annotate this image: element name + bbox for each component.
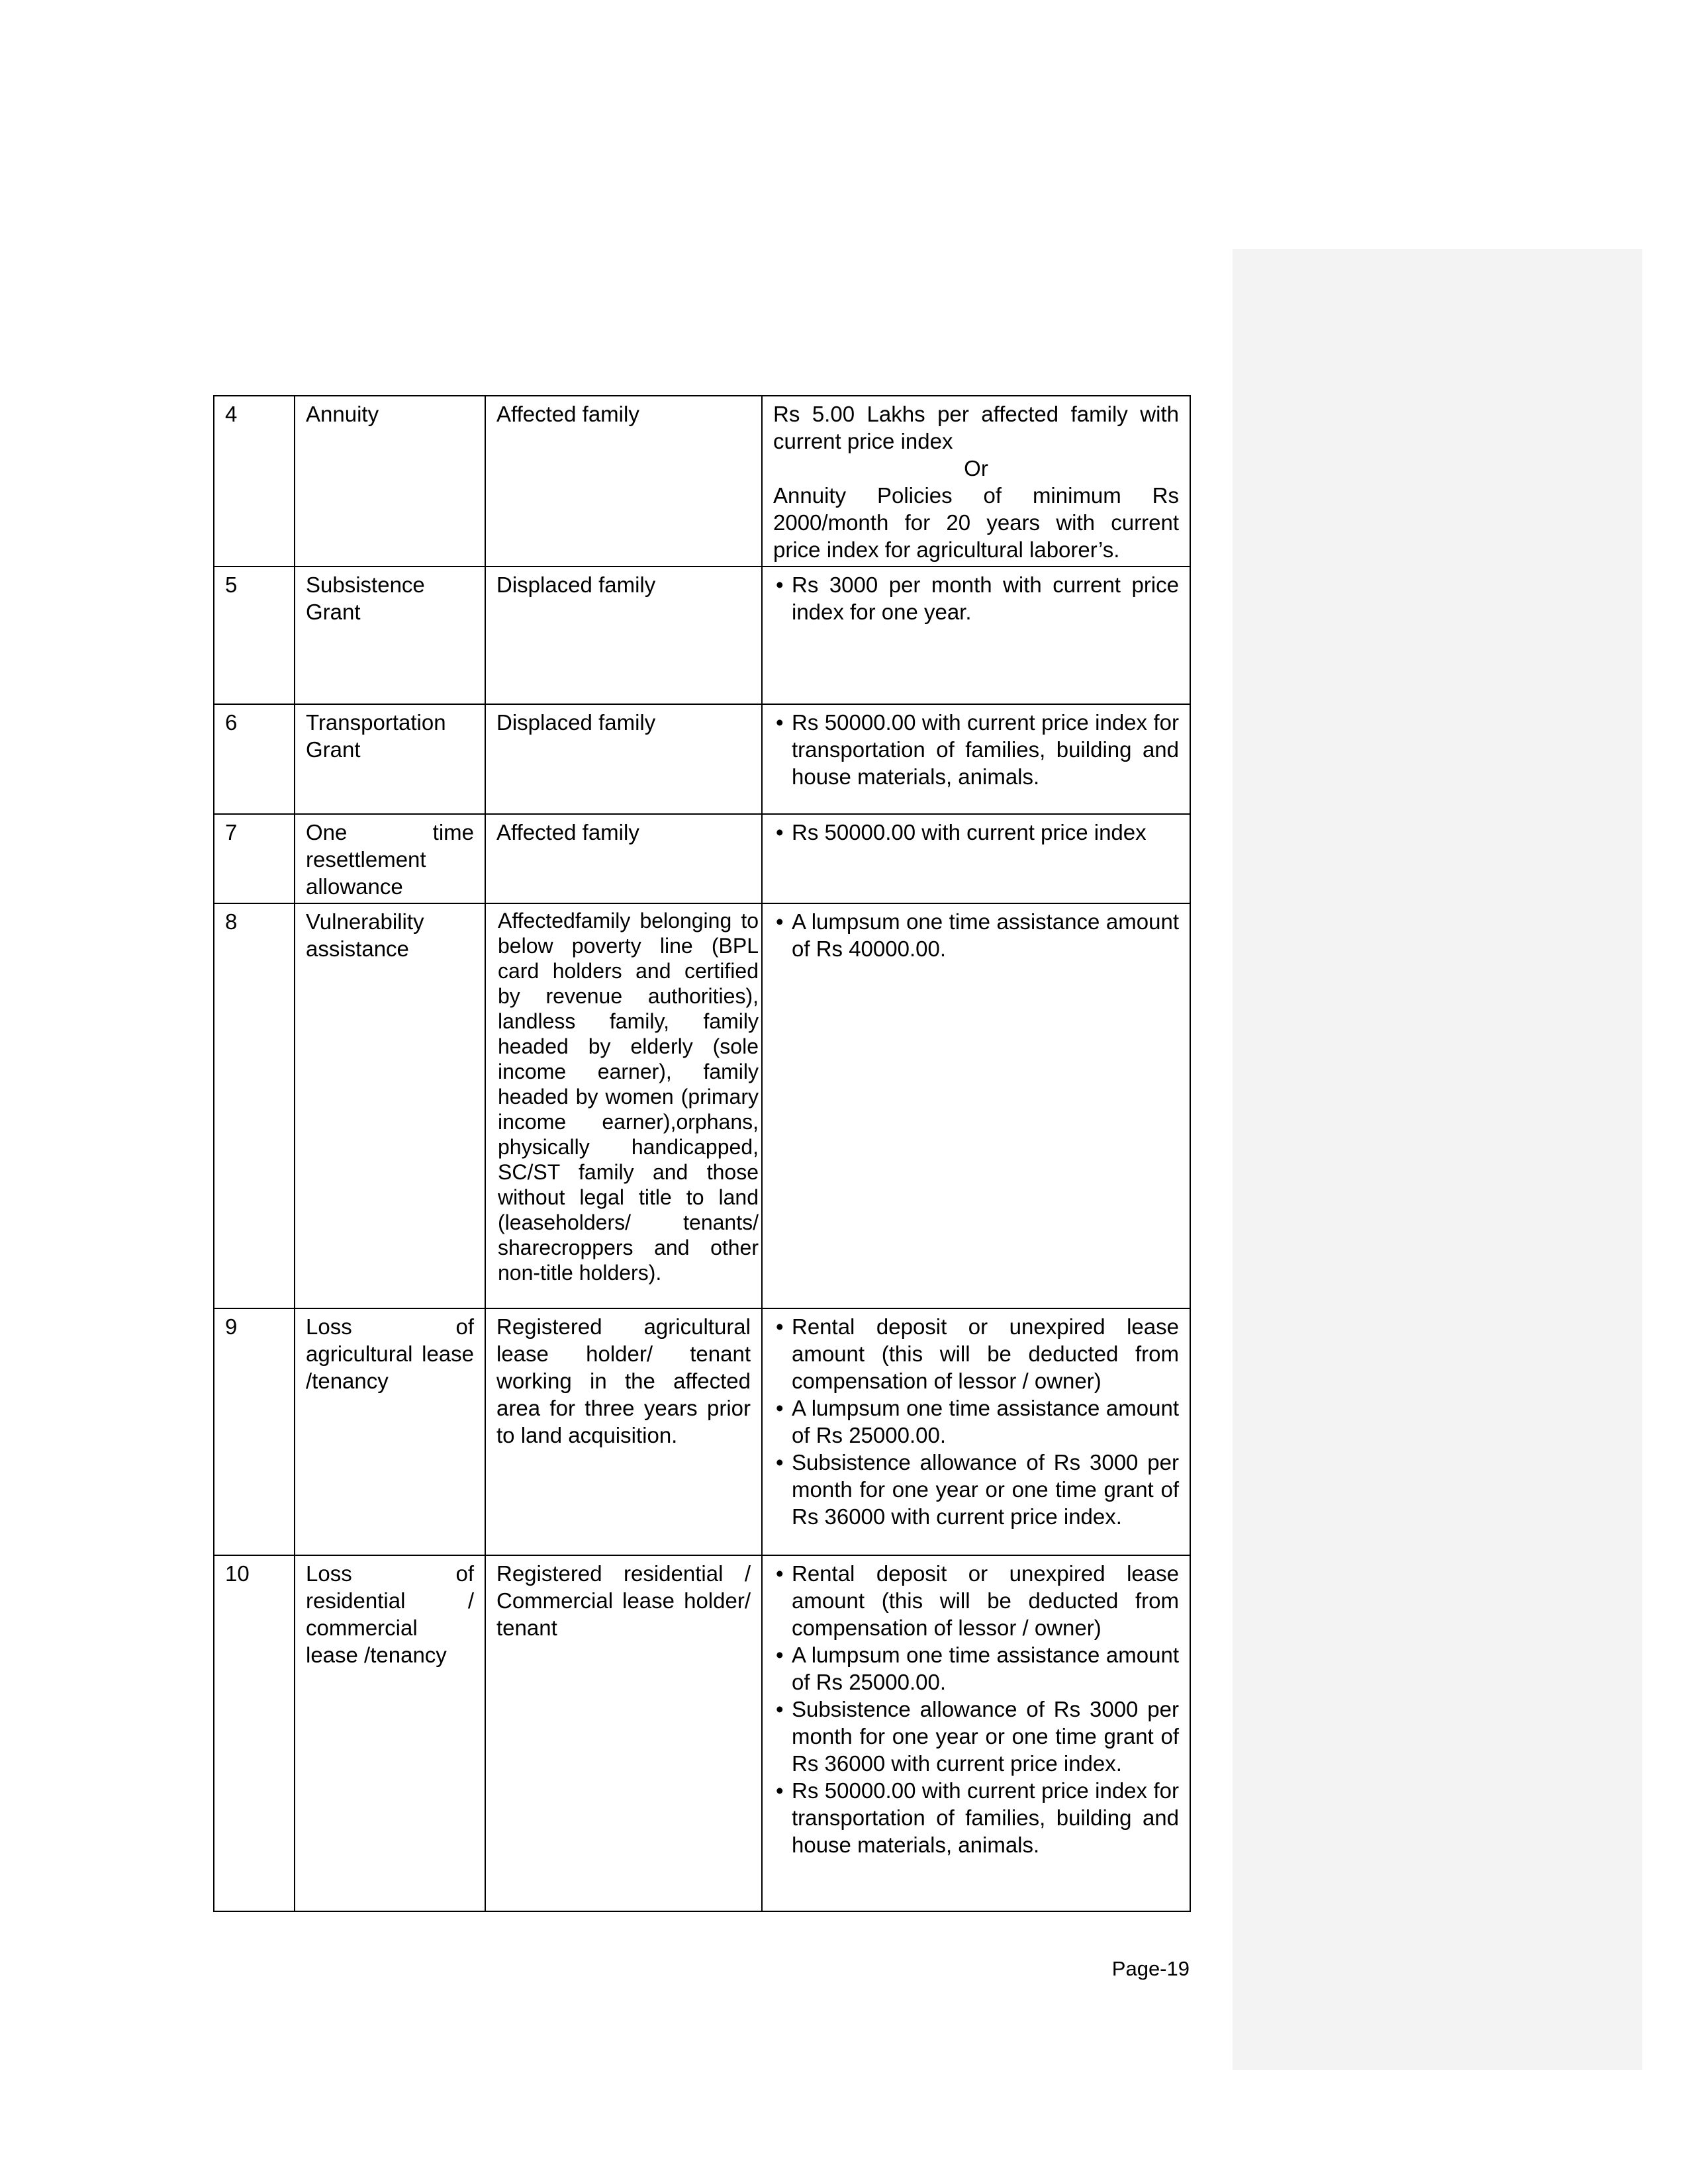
row-number: 8 — [214, 903, 295, 1308]
entitlement-or: Or — [964, 456, 988, 480]
item-name: Transportation Grant — [295, 704, 485, 814]
eligible-person: Registered residential / Commercial lease holder/ tenant — [485, 1555, 762, 1911]
entitlement-table — [213, 395, 1191, 1912]
table-row — [214, 1308, 1190, 1555]
row-number: 10 — [214, 1555, 295, 1911]
item-name: Loss of residential / commercial lease /tenancy — [295, 1555, 485, 1911]
item-name: Vulnerability assistance — [295, 903, 485, 1308]
entitlement-text: Rs 5.00 Lakhs per affected family with current price index — [773, 402, 1179, 453]
item-name: Loss of agricultural lease /tenancy — [295, 1308, 485, 1555]
row-number: 7 — [214, 814, 295, 903]
list-item: • Rs 50000.00 with current price index — [773, 819, 1179, 846]
eligible-person: Affected family — [485, 814, 762, 903]
list-item: • A lumpsum one time assistance amount of Rs 25000.00. — [773, 1394, 1179, 1449]
page-number: Page-19 — [1111, 1957, 1190, 1980]
table-row — [214, 396, 1190, 567]
list-item: • Rental deposit or unexpired lease amount (this will be deducted from compensation of lessor / owner) — [773, 1313, 1179, 1394]
eligible-person: Displaced family — [485, 704, 762, 814]
entitlement — [762, 396, 1190, 567]
comment-pane — [1233, 249, 1642, 2070]
item-name: One time resettlement allowance — [295, 814, 485, 903]
table-row — [214, 903, 1190, 1308]
entitlement-text: Annuity Policies of minimum Rs 2000/month for 20 years with current price index for agricultural laborer’s. — [773, 483, 1179, 562]
item-name: Annuity — [295, 396, 485, 567]
entitlement — [762, 1555, 1190, 1911]
table-row — [214, 567, 1190, 704]
row-number: 5 — [214, 567, 295, 704]
list-item: • Rs 50000.00 with current price index for transportation of families, building and house materials, animals. — [773, 709, 1179, 790]
table-row — [214, 1555, 1190, 1911]
item-name: Subsistence Grant — [295, 567, 485, 704]
entitlement — [762, 814, 1190, 903]
table-row — [214, 704, 1190, 814]
eligible-person: Affected family — [485, 396, 762, 567]
list-item: • A lumpsum one time assistance amount of Rs 25000.00. — [773, 1641, 1179, 1696]
table-row — [214, 814, 1190, 903]
eligible-person: Registered agricultural lease holder/ tenant working in the affected area for three years prior to land acquisition. — [485, 1308, 762, 1555]
list-item: • Rental deposit or unexpired lease amount (this will be deducted from compensation of lessor / owner) — [773, 1560, 1179, 1641]
entitlement — [762, 903, 1190, 1308]
eligible-person: Affectedfamily belonging to below poverty line (BPL card holders and certified by revenue authorities), landless family, family headed by elderly (sole income earner), family headed by women (primary income earner),orphans, physically handicapped, SC/ST family and those without legal title to land (leaseholders/ tenants/ sharecroppers and other non-title holders). — [485, 903, 762, 1308]
list-item: • Rs 50000.00 with current price index for transportation of families, building and house materials, animals. — [773, 1777, 1179, 1858]
row-number: 6 — [214, 704, 295, 814]
entitlement — [762, 1308, 1190, 1555]
row-number: 4 — [214, 396, 295, 567]
list-item: • Rs 3000 per month with current price index for one year. — [773, 571, 1179, 625]
eligible-person: Displaced family — [485, 567, 762, 704]
list-item: • A lumpsum one time assistance amount of Rs 40000.00. — [773, 908, 1179, 962]
list-item: • Subsistence allowance of Rs 3000 per month for one year or one time grant of Rs 36000 with current price index. — [773, 1696, 1179, 1777]
entitlement — [762, 567, 1190, 704]
list-item: • Subsistence allowance of Rs 3000 per month for one year or one time grant of Rs 36000 with current price index. — [773, 1449, 1179, 1530]
entitlement — [762, 704, 1190, 814]
row-number: 9 — [214, 1308, 295, 1555]
